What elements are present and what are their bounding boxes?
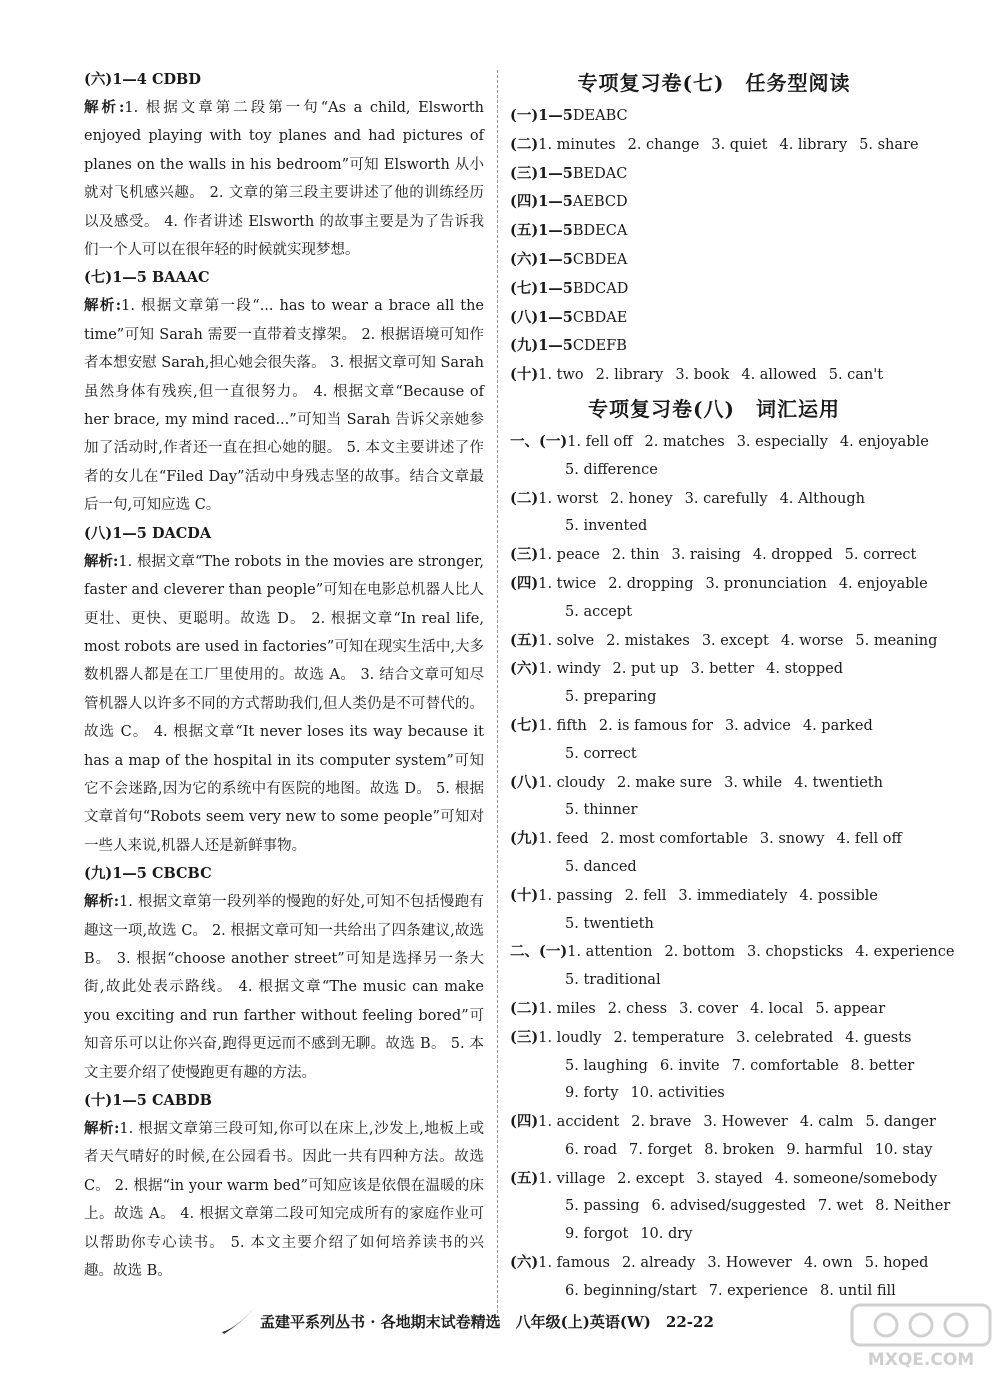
answer-row <box>510 513 918 541</box>
answer-item: 5. traditional <box>565 972 661 989</box>
answer-row-label: (六) <box>510 1254 539 1272</box>
answer-row-label: (二) <box>510 489 539 507</box>
answer-item: 2. temperature <box>613 1029 725 1046</box>
answer-item: 5. passing <box>565 1198 640 1215</box>
answer-item: 4. possible <box>799 887 878 904</box>
answer-row-label: (三) <box>510 546 539 564</box>
answer-row-label: (三)1—5 <box>510 164 573 182</box>
answer-item: 1. windy <box>538 661 601 678</box>
section-8-answers: (八)1—5 DACDA <box>84 524 212 542</box>
answer-item: 4. stopped <box>766 661 844 678</box>
answer-item: 4. parked <box>802 717 873 734</box>
answer-row-label: (五)1—5 <box>510 222 573 240</box>
answer-item: 2. is famous for <box>598 717 713 734</box>
answer-row <box>510 1024 918 1053</box>
answer-item: 2. honey <box>610 490 673 507</box>
footer-text: 孟建平系列丛书 · 各地期末试卷精选 八年级(上)英语(W) 22-22 <box>260 1313 714 1331</box>
answer-item: 4. twentieth <box>794 774 883 791</box>
answer-row <box>510 741 918 769</box>
answer-item: 5. accept <box>565 603 633 620</box>
answer-item: 2. make sure <box>616 774 713 791</box>
review-title-8: 专项复习卷(八) 词汇运用 <box>588 396 840 421</box>
answer-item: 3. immediately <box>678 887 788 904</box>
answer-row <box>510 457 918 485</box>
answer-row-label: (二) <box>510 999 539 1017</box>
answer-row <box>510 911 918 939</box>
answer-row <box>510 684 918 712</box>
answer-item: 1. peace <box>538 547 600 564</box>
answer-item: 4. experience <box>855 944 955 961</box>
answer-item: BDECA <box>572 223 628 240</box>
answer-row <box>510 428 929 457</box>
answer-item: 1. village <box>538 1170 606 1187</box>
task-reading-answers <box>510 102 918 390</box>
answer-item: 1. minutes <box>538 136 616 153</box>
answer-item: 1. famous <box>538 1255 610 1272</box>
answer-item: CDEFB <box>572 338 627 355</box>
answer-item: 3. chopsticks <box>747 944 844 961</box>
answer-item: 10. stay <box>874 1141 933 1158</box>
answer-item: 3. celebrated <box>736 1029 834 1046</box>
answer-item: 4. guests <box>845 1029 912 1046</box>
answer-item: CBDAE <box>572 309 628 326</box>
answer-row <box>510 825 918 854</box>
section-6-explanation: 解析:1. 根据文章第二段第一句“As a child, Elsworth enjoyed playing with toy planes and had pictures of planes on the walls in his bedroom”可知 Elsworth 从小就对飞机感兴趣。 2. 文章的第三段主要讲述了他的训练经历以及感受。 4. 作者讲述 Elsworth 的故事主要是为了告诉我们一个人可以在很年轻的时候就实现梦想。 <box>84 99 484 259</box>
answer-item: 7. comfortable <box>731 1057 839 1074</box>
answer-row <box>510 361 918 390</box>
answer-item: 3. advice <box>724 717 791 734</box>
answer-item: 4. library <box>779 136 848 153</box>
answer-item: 9. harmful <box>786 1141 863 1158</box>
answer-item: 2. thin <box>611 547 660 564</box>
watermark-text: MXQE.COM <box>867 1350 975 1370</box>
answer-item: 4. allowed <box>741 367 817 384</box>
answer-item: 4. calm <box>799 1114 854 1131</box>
answer-row-label: (六)1—5 <box>510 250 573 268</box>
answer-row <box>510 246 918 275</box>
answer-item: 5. difference <box>565 461 658 478</box>
answer-item: 3. raising <box>671 547 741 564</box>
answer-item: 1. feed <box>538 831 589 848</box>
answer-item: 3. cover <box>679 1000 739 1017</box>
answer-row <box>510 160 918 189</box>
answer-item: 6. advised/suggested <box>651 1198 806 1215</box>
answer-item: 7. wet <box>817 1198 864 1215</box>
answer-item: 4. own <box>803 1255 853 1272</box>
answer-item: 8. better <box>850 1057 915 1074</box>
section-9-explanation: 解析:1. 根据文章第一段列举的慢跑的好处,可知不包括慢跑有趣这一项,故选 C。 2. 根据文章可知一共给出了四条建议,故选 B。 3. 根据“choose another street”可知是选择另一条大街,故此处表示路线。 4. 根据文章“The music can make you exciting and run farther without feeling bored”可知音乐可以让你兴奋,跑得更远而不感到无聊。故选 B。 5. 本文主要介绍了使慢跑更有趣的方法。 <box>84 893 484 1081</box>
answer-row <box>510 769 918 798</box>
section-6-answers: (六)1—4 CDBD <box>84 71 201 88</box>
answer-item: 4. enjoyable <box>838 575 928 592</box>
answer-item: 3. stayed <box>696 1170 763 1187</box>
answer-item: 5. danced <box>565 858 637 875</box>
answer-row-label: (八)1—5 <box>510 308 573 326</box>
section-7 <box>84 264 484 519</box>
answer-item: 3. However <box>707 1255 792 1272</box>
answer-item: AEBCD <box>572 194 628 211</box>
answer-row-label: (十) <box>510 366 539 384</box>
answer-item: 2. bottom <box>664 944 736 961</box>
answer-row <box>510 854 918 882</box>
answer-row <box>510 131 918 160</box>
answer-row <box>510 570 928 599</box>
answer-item: 1. miles <box>538 1000 596 1017</box>
answer-item: 5. can't <box>828 367 884 384</box>
answer-item: 3. snowy <box>759 831 825 848</box>
answer-row-label: (九)1—5 <box>510 337 573 355</box>
answer-item: CBDEA <box>572 251 628 268</box>
answer-item: 5. appear <box>815 1000 886 1017</box>
answer-item: 2. put up <box>612 661 679 678</box>
answer-item: 10. dry <box>640 1226 693 1243</box>
answer-item: 6. road <box>565 1141 618 1158</box>
answer-row <box>510 304 918 333</box>
answer-row-label: (四) <box>510 574 539 592</box>
section-6 <box>84 66 484 264</box>
answer-item: 4. local <box>750 1000 804 1017</box>
answer-item: 1. passing <box>538 887 613 904</box>
answer-row-label: (六) <box>510 660 539 678</box>
answer-item: 1. solve <box>538 632 595 649</box>
answer-item: DEABC <box>572 108 628 124</box>
answer-item: 1. twice <box>538 575 597 592</box>
page-footer <box>230 1308 850 1336</box>
answer-item: 1. two <box>538 367 584 384</box>
answer-item: 2. most comfortable <box>600 831 748 848</box>
answer-row <box>510 1165 938 1194</box>
answer-row-label: (十) <box>510 886 539 904</box>
answer-row <box>510 712 918 741</box>
answer-item: 3. book <box>675 367 730 384</box>
answer-item: 5. correct <box>844 547 917 564</box>
answer-item: 4. Although <box>779 490 865 507</box>
answer-item: 1. accident <box>538 1114 620 1131</box>
answer-item: 7. forget <box>629 1141 693 1158</box>
answer-item: 3. pronunciation <box>705 575 827 592</box>
answer-item: 5. danger <box>865 1114 936 1131</box>
section-9 <box>84 860 484 1087</box>
answer-row <box>510 1053 918 1081</box>
answer-item: 2. brave <box>631 1114 692 1131</box>
answer-item: 4. dropped <box>752 547 833 564</box>
answer-row <box>510 938 955 967</box>
answer-row <box>510 627 938 656</box>
section-8 <box>84 520 484 860</box>
answer-item: 5. hoped <box>864 1255 929 1272</box>
answer-row-label: (二) <box>510 135 539 153</box>
answer-item: 3. except <box>701 632 769 649</box>
answer-row-label: 二、(一) <box>510 943 568 961</box>
answer-item: 9. forgot <box>565 1226 629 1243</box>
answer-item: 2. matches <box>644 433 725 450</box>
answer-item: 4. worse <box>780 632 844 649</box>
watermark-logo-icon <box>846 1301 996 1371</box>
answer-row <box>510 1080 918 1108</box>
answer-row-label: (七)1—5 <box>510 279 573 297</box>
section-9-answers: (九)1—5 CBCBC <box>84 865 212 883</box>
answer-row-label: (五) <box>510 1169 539 1187</box>
section-10-answers: (十)1—5 CABDB <box>84 1092 212 1109</box>
answer-row-label: (四)1—5 <box>510 193 573 211</box>
answer-row <box>510 102 918 131</box>
answer-row <box>510 275 918 304</box>
answer-row-label: (九) <box>510 830 539 848</box>
answer-row <box>510 967 918 995</box>
column-divider <box>497 70 498 1318</box>
answer-item: 1. fifth <box>538 717 587 734</box>
answer-item: 3. especially <box>736 433 828 450</box>
answer-item: 2. dropping <box>608 575 694 592</box>
answer-item: 1. loudly <box>538 1029 602 1046</box>
answer-item: 5. meaning <box>855 632 938 649</box>
answer-row <box>510 797 918 825</box>
answer-item: 8. Neither <box>875 1198 951 1215</box>
answer-row-label: (七) <box>510 716 539 734</box>
answer-item: 2. except <box>617 1170 685 1187</box>
answer-item: 5. invented <box>565 518 648 535</box>
answer-item: 5. share <box>859 136 919 153</box>
answer-item: 4. enjoyable <box>839 433 929 450</box>
swoosh-icon <box>220 1306 256 1336</box>
answer-item: 9. forty <box>565 1085 619 1102</box>
answer-item: 2. fell <box>624 887 667 904</box>
answer-item: 2. change <box>627 136 700 153</box>
review-title-7: 专项复习卷(七) 任务型阅读 <box>577 71 851 95</box>
answer-item: 5. correct <box>565 745 637 762</box>
vocabulary-answers <box>510 428 955 1306</box>
answer-row <box>510 599 918 627</box>
answer-item: 8. broken <box>704 1141 775 1158</box>
answer-item: 5. thinner <box>565 802 638 819</box>
section-7-explanation: 解析:1. 根据文章第一段“... has to wear a brace all the time”可知 Sarah 需要一直带着支撑架。 2. 根据语境可知作者本想安慰 Sarah,担心她会很失落。 3. 根据文章可知 Sarah 虽然身体有残疾,但一直很努力。 4. 根据文章“Because of her brace, my mind raced...”可知当 Sarah 告诉父亲她参加了活动时,作者还一直在担心她的腿。 5. 本文主要讲述了作者的女儿在“Filed Day”活动中身残志坚的故事。结合文章最后一句,可知应选 C。 <box>84 297 484 514</box>
right-column <box>510 66 955 1306</box>
answer-item: 1. worst <box>538 490 599 507</box>
answer-item: 1. fell off <box>567 433 633 450</box>
answer-row <box>510 541 918 570</box>
answer-item: 4. someone/somebody <box>774 1170 938 1187</box>
answer-item: 5. preparing <box>565 689 657 706</box>
answer-row <box>510 188 918 217</box>
answer-row-label: (五) <box>510 631 539 649</box>
answer-item: 7. experience <box>708 1282 808 1299</box>
section-7-answers: (七)1—5 BAAAC <box>84 269 210 287</box>
answer-item: 3. However <box>703 1114 788 1131</box>
section-8-explanation: 解析:1. 根据文章“The robots in the movies are stronger, faster and cleverer than people”可知在电影总机器人比人更壮、更快、更聪明。故选 D。 2. 根据文章“In real life, most robots are used in factories”可知在现实生活中,大多数机器人都是在工厂里使用的。故选 A。 3. 结合文章可知尽管机器人以许多不同的方式帮助我们,但人类仍是不可替代的。故选 C。 4. 根据文章“It never loses its way because it has a map of the hospital in its computer system”可知它不会迷路,因为它的系统中有医院的地图。故选 D。 5. 根据文章首句“Robots seem very new to some people”可知对一些人来说,机器人还是新鲜事物。 <box>84 552 484 854</box>
answer-row <box>510 882 918 911</box>
answer-item: 2. chess <box>607 1000 668 1017</box>
answer-row <box>510 217 918 246</box>
answer-item: 3. better <box>690 661 755 678</box>
answer-row <box>510 485 918 514</box>
answer-item: 2. already <box>621 1255 696 1272</box>
answer-item: BEDAC <box>572 165 628 182</box>
answer-item: 1. cloudy <box>538 774 605 791</box>
answer-item: 6. invite <box>659 1057 720 1074</box>
answer-item: 2. mistakes <box>606 632 690 649</box>
answer-item: 2. library <box>595 367 664 384</box>
answer-item: 5. laughing <box>565 1057 648 1074</box>
section-10 <box>84 1087 484 1285</box>
answer-row <box>510 1108 936 1137</box>
answer-row <box>510 1193 951 1221</box>
answer-row <box>510 655 918 684</box>
answer-item: 3. quiet <box>711 136 768 153</box>
answer-item: 5. twentieth <box>565 915 654 932</box>
answer-row-label: (八) <box>510 773 539 791</box>
answer-item: 10. activities <box>630 1085 725 1102</box>
answer-row-label: 一、(一) <box>510 432 568 450</box>
answer-row-label: (一)1—5 <box>510 107 573 124</box>
answer-item: 1. attention <box>567 944 653 961</box>
left-column <box>84 66 484 1285</box>
answer-row <box>510 1137 933 1165</box>
answer-item: BDCAD <box>572 280 629 297</box>
answer-row <box>510 995 918 1024</box>
answer-item: 8. until fill <box>819 1282 896 1299</box>
answer-row <box>510 332 918 361</box>
answer-item: 4. fell off <box>836 831 902 848</box>
answer-row <box>510 1249 929 1278</box>
answer-item: 6. beginning/start <box>565 1282 697 1299</box>
answer-row-label: (三) <box>510 1028 539 1046</box>
answer-row-label: (四) <box>510 1113 539 1131</box>
answer-item: 3. carefully <box>684 490 768 507</box>
answer-row <box>510 1221 918 1249</box>
answer-item: 3. while <box>724 774 783 791</box>
section-10-explanation: 解析:1. 根据文章第三段可知,你可以在床上,沙发上,地板上或者天气晴好的时候,在公园看书。因此一共有四种方法。故选 C。 2. 根据“in your warm bed”可知应该是依偎在温暖的床上。故选 A。 4. 根据文章第二段可知完成所有的家庭作业可以帮助你专心读书。 5. 本文主要介绍了如何培养读书的兴趣。故选 B。 <box>84 1120 484 1280</box>
